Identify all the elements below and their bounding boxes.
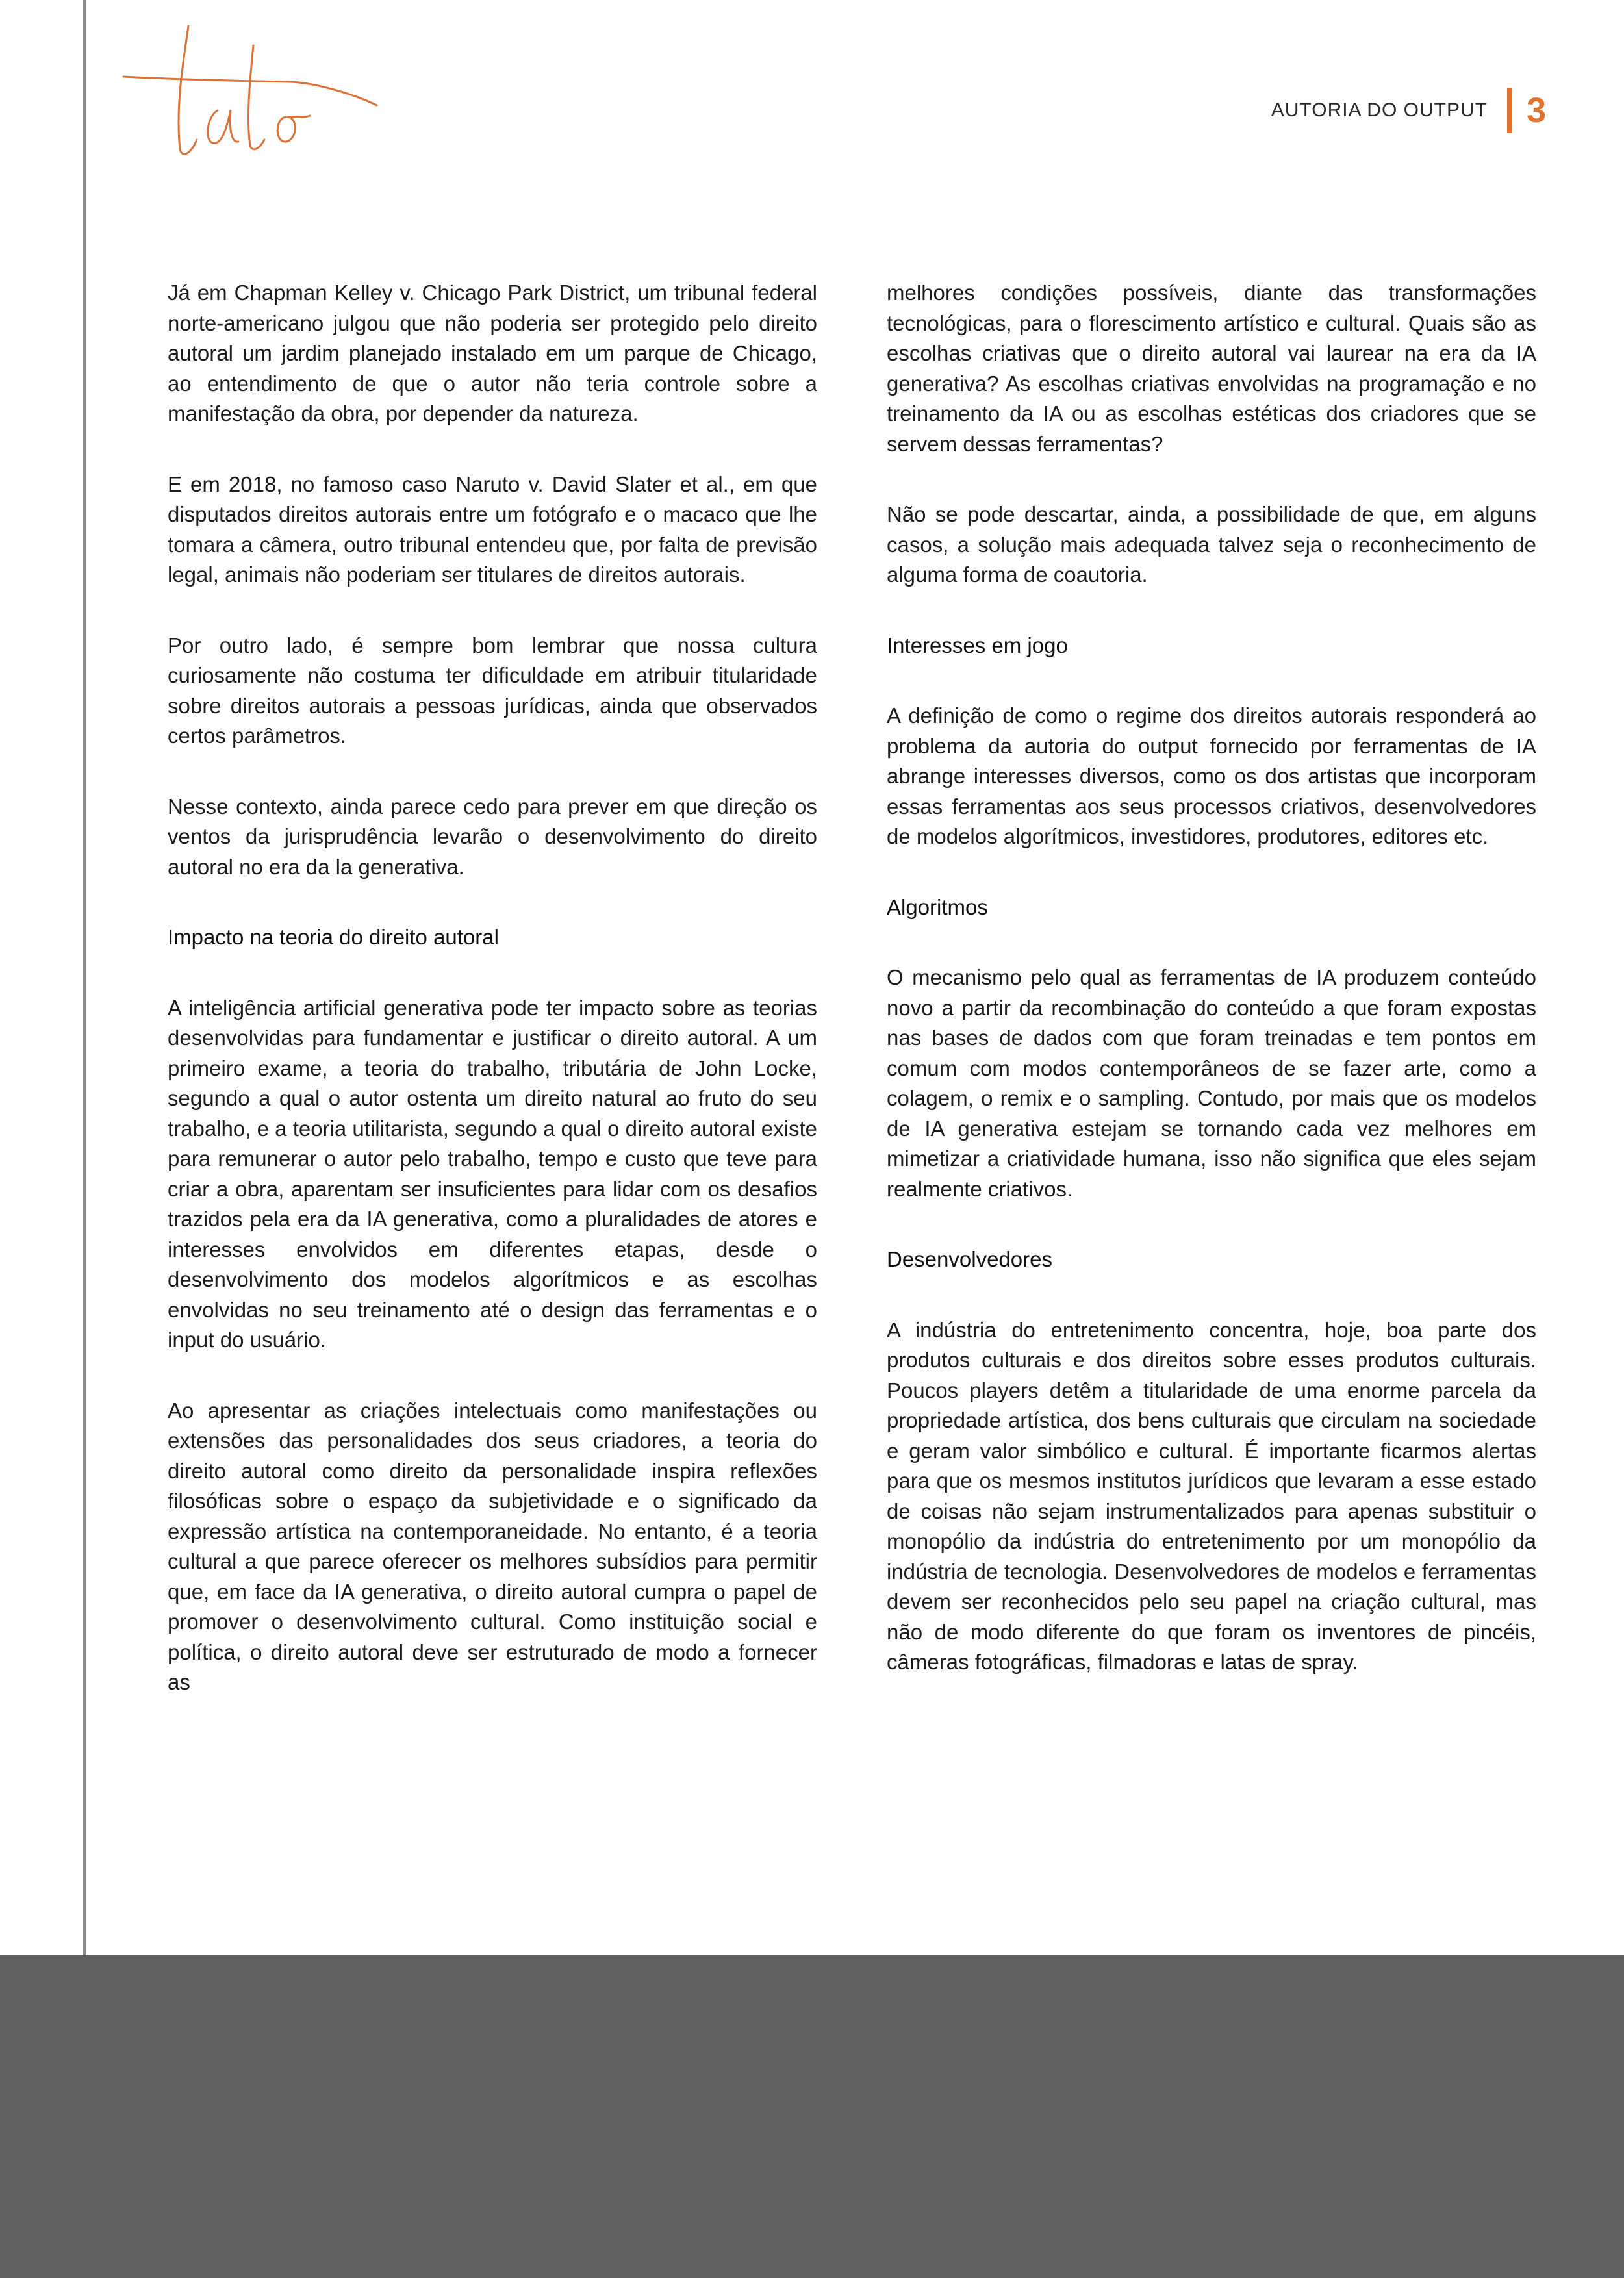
paragraph: A definição de como o regime dos direitos autorais responderá ao problema da autoria do output fornecido por ferramentas de IA abrange interesses diversos, como os dos artistas que incorporam essas ferramentas aos seus processos criativos, desenvolvedores de modelos algorítmicos, investidores, produtores, editores etc. xyxy=(887,703,1536,848)
paragraph: Ao apresentar as criações intelectuais como manifestações ou extensões das personalidades dos seus criadores, a teoria do direito autoral como direito da personalidade inspira reflexões filosóficas sobre o espaço da subjetividade e o significado da expressão artística na contemporaneidade. No entanto, é a teoria cultural a que parece oferecer os melhores subsídios para permitir que, em face da IA generativa, o direito autoral cumpra o papel de promover o desenvolvimento cultural. Como instituição social e política, o direito autoral deve ser estruturado de modo a fornecer as xyxy=(168,1398,817,1694)
paragraph: Nesse contexto, ainda parece cedo para prever em que direção os ventos da jurisprudência levarão o desenvolvimento do direito autoral no era da la generativa. xyxy=(168,794,817,879)
paragraph: Já em Chapman Kelley v. Chicago Park District, um tribunal federal norte-americano julgou que não poderia ser protegido pelo direito autoral um jardim planejado instalado em um parque de Chicago, ao entendimento de que o autor não teria controle sobre a manifestação da obra, por depender da natureza. xyxy=(168,281,817,425)
footer-band xyxy=(0,1955,1624,2278)
right-column xyxy=(887,278,1536,1718)
section-heading: Desenvolvedores xyxy=(887,1247,1052,1271)
left-column xyxy=(168,278,817,1738)
page-number: 3 xyxy=(1526,91,1546,130)
paragraph: E em 2018, no famoso caso Naruto v. David Slater et al., em que disputados direitos autorais entre um fotógrafo e o macaco que lhe tomara a câmera, outro tribunal entendeu que, por falta de previsão legal, animais não poderiam ser titulares de direitos autorais. xyxy=(168,472,817,587)
section-heading: Interesses em jogo xyxy=(887,633,1068,657)
section-heading: Algoritmos xyxy=(887,894,988,919)
paragraph: melhores condições possíveis, diante das transformações tecnológicas, para o florescimento artístico e cultural. Quais são as escolhas criativas que o direito autoral vai laurear na era da IA generativa? As escolhas criativas envolvidas na programação e no treinamento da IA ou as escolhas estéticas dos criadores que se servem dessas ferramentas? xyxy=(887,281,1536,456)
paragraph: A indústria do entretenimento concentra, hoje, boa parte dos produtos culturais e dos direitos sobre esses produtos culturais. Poucos players detêm a titularidade de uma enorme parcela da propriedade artística, dos bens culturais que circulam na sociedade e geram valor simbólico e cultural. É importante ficarmos alertas para que os mesmos institutos jurídicos que levaram a esse estado de coisas não sejam instrumentalizados para apenas substituir o monopólio da indústria do entretenimento por um monopólio da indústria de tecnologia. Desenvolvedores de modelos e ferramentas devem ser reconhecidos pelo seu papel na criação cultural, mas não de modo diferente do que foram os inventores de pincéis, câmeras fotográficas, filmadoras e latas de spray. xyxy=(887,1317,1536,1674)
paragraph: Por outro lado, é sempre bom lembrar que nossa cultura curiosamente não costuma ter dificuldade em atribuir titularidade sobre direitos autorais a pessoas jurídicas, ainda que observados certos parâmetros. xyxy=(168,633,817,748)
paragraph: Não se pode descartar, ainda, a possibilidade de que, em alguns casos, a solução mais adequada talvez seja o reconhecimento de alguma forma de coautoria. xyxy=(887,502,1536,587)
margin-rule xyxy=(83,0,86,1955)
header-divider xyxy=(1507,88,1512,133)
tato-logo xyxy=(120,19,380,166)
paragraph: O mecanismo pelo qual as ferramentas de IA produzem conteúdo novo a partir da recombinação do conteúdo a que foram expostas nas bases de dados com que foram treinadas e tem pontos em comum com modos contemporâneos de se fazer arte, como a colagem, o remix e o sampling. Contudo, por mais que os modelos de IA generativa estejam se tornando cada vez melhores em mimetizar a criatividade humana, isso não significa que eles sejam realmente criativos. xyxy=(887,965,1536,1201)
running-head xyxy=(1271,84,1546,136)
section-heading: Impacto na teoria do direito autoral xyxy=(168,925,499,949)
section-title: AUTORIA DO OUTPUT xyxy=(1271,99,1488,121)
paragraph: A inteligência artificial generativa pode ter impacto sobre as teorias desenvolvidas para fundamentar e justificar o direito autoral. A um primeiro exame, a teoria do trabalho, tributária de John Locke, segundo a qual o autor ostenta um direito natural ao fruto do seu trabalho, e a teoria utilitarista, segundo a qual o direito autoral existe para remunerar o autor pelo trabalho, tempo e custo que teve para criar a obra, aparentam ser insuficientes para lidar com os desafios trazidos pela era da IA generativa, como a pluralidades de atores e interesses envolvidos em diferentes etapas, desde o desenvolvimento dos modelos algorítmicos e as escolhas envolvidas no seu treinamento até o design das ferramentas e o input do usuário. xyxy=(168,995,817,1352)
